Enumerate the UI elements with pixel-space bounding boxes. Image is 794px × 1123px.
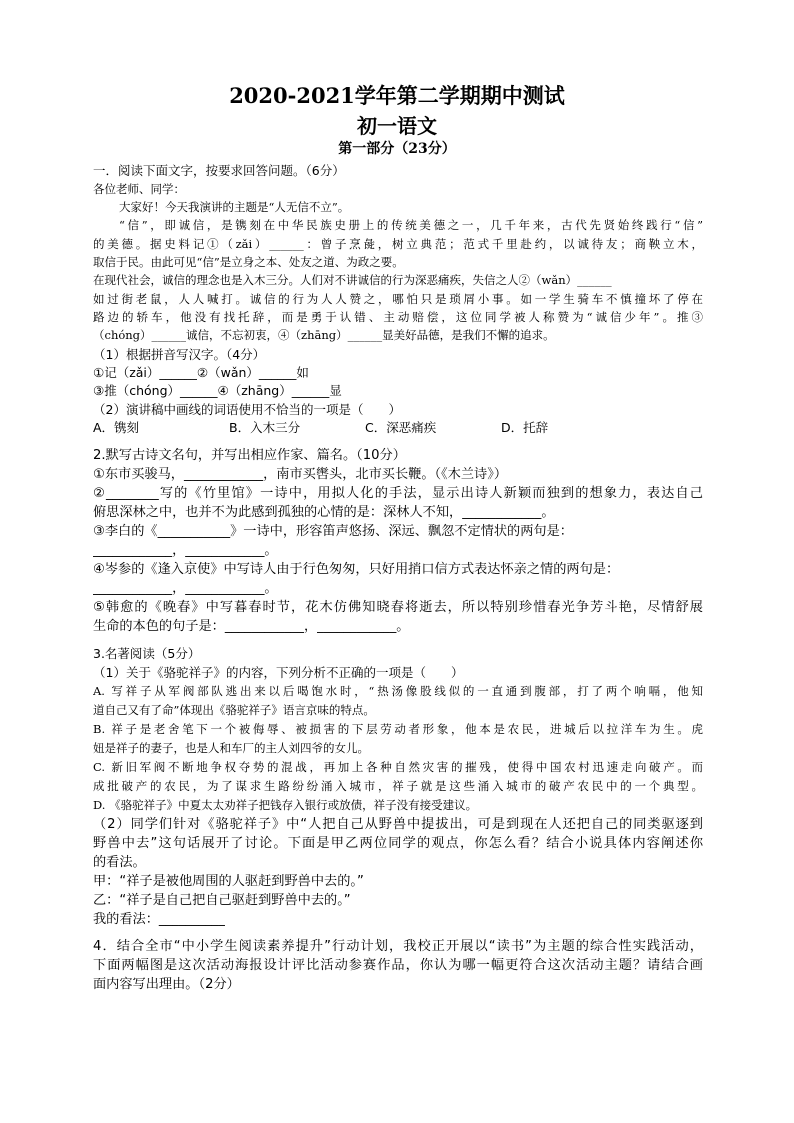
option-b: B．入木三分 (229, 420, 301, 435)
q2-line: 生命的本色的句子是：____________，____________。 (93, 619, 410, 634)
q1-line: 各位老师、同学： (93, 182, 185, 196)
q2-heading: 2.默写古诗文名句，并写出相应作家、篇名。（10分） (93, 448, 406, 463)
q2-line: ②________写的《竹里馆》一诗中，用拟人化的手法，显示出诗人新颖而独到的想象力，表达自己 (93, 486, 703, 501)
q1-line: 取信于民。由此可见“信”是立身之本、处友之道、为政之要。 (93, 255, 404, 269)
q2-line: ____________，____________。 (93, 543, 278, 558)
q3-sub1: （1）关于《骆驼祥子》的内容，下列分析不正确的一项是（ ） (93, 665, 464, 680)
exam-title: 2020-2021学年第二学期期中测试 (229, 83, 565, 108)
q2-line: ①东市买骏马，____________，南市买辔头，北市买长鞭。（《木兰诗》） (93, 467, 508, 482)
part-title: 第一部分（23分） (338, 141, 456, 157)
q3-sub2-line: 野兽中去”这句话展开了讨论。下面是甲乙两位同学的观点，你怎么看？结合小说具体内容阐述你 (93, 836, 703, 851)
q1-sub1: （1）根据拼音写汉字。（4分） (93, 347, 266, 362)
q3-option-line: A. 写祥子从军阀部队逃出来以后喝饱水时，“热汤像股线似的一直通到腹部，打了两个响嗝，他知 (93, 684, 703, 698)
q1-heading: 一．阅读下面文字，按要求回答问题。（6分） (93, 163, 345, 178)
q3-option-line: C. 新旧军阀不断地争权夺势的混战，再加上各种自然灾害的摧残，使得中国农村迅速走向破产。而 (93, 760, 703, 774)
q1-line: “信”，即诚信，是镌刻在中华民族史册上的传统美德之一，几千年来，古代先贤始终践行“信” (119, 218, 703, 232)
q3-sub2-line: 甲：“祥子是被他周围的人驱赶到野兽中去的。” (93, 874, 364, 889)
q3-sub2-line: 乙：“祥子是自己把自己驱赶到野兽中去的。” (93, 893, 351, 908)
q3-heading: 3.名著阅读（5分） (93, 646, 201, 661)
q2-line: 俯思深林之中，也并不为此感到孤独的心情的是：深林人不知，____________。 (93, 505, 555, 520)
q1-line: 路边的轿车，他没有找托辞，而是勇于认错、主动赔偿，这位同学被人称赞为“诚信少年”。推③ (93, 310, 703, 324)
q1-line: 大家好！今天我演讲的主题是“人无信不立”。 (119, 200, 350, 214)
q1-options (93, 418, 703, 437)
q1-line: 如过街老鼠，人人喊打。诚信的行为人人赞之，哪怕只是琐屑小事。如一学生骑车不慎撞坏了停在 (93, 292, 703, 306)
q1-sub1-b: ③推（chóng）______④（zhāng）______显 (93, 383, 342, 398)
q3-option-line: B. 祥子是老舍笔下一个被侮辱、被损害的下层劳动者形象，他本是农民，进城后以拉洋车为生。虎 (93, 722, 703, 736)
q4-line: 下面两幅图是这次活动海报设计评比活动参赛作品，你认为哪一幅更符合这次活动主题？请结合画 (93, 958, 703, 973)
q1-line: 的美德。据史料记①（zǎi）______：曾子烹彘，树立典范；范式千里赴约，以诚待友；商鞅立木， (93, 237, 703, 251)
option-a: A．镌刻 (93, 420, 140, 435)
q3-sub2-line: （2）同学们针对《骆驼祥子》中“人把自己从野兽中提拔出，可是到现在人还把自己的同类驱逐到 (93, 817, 703, 832)
q4-line: 面内容写出理由。（2分） (93, 977, 240, 992)
q2-line: ⑤韩愈的《晚春》中写暮春时节，花木仿佛知晓春将逝去，所以特别珍惜春光争芳斗艳，尽情舒展 (93, 600, 703, 615)
q3-option-line: D. 《骆驼祥子》中夏太太劝祥子把钱存入银行或放债，祥子没有接受建议。 (93, 798, 478, 812)
q3-sub2-line: 我的看法：__________ (93, 912, 225, 927)
q3-option-line: 妞是祥子的妻子，也是人和车厂的主人刘四爷的女儿。 (93, 741, 369, 755)
q1-line: 在现代社会，诚信的理念也是入木三分。人们对不讲诚信的行为深恶痛疾，失信之人②（wǎn）______ (93, 273, 612, 287)
option-c: C．深恶痛疾 (365, 420, 437, 435)
q3-option-line: 道自己又有了命”体现出《骆驼祥子》语言京味的特点。 (93, 703, 375, 717)
q2-line: ____________，____________。 (93, 581, 278, 596)
q1-line: （chóng）______诚信，不忘初衷，④（zhāng）______显美好品德，是我们不懈的追求。 (93, 328, 555, 342)
q3-option-line: 成批破产的农民，为了谋求生路纷纷涌入城市，祥子就是这些涌入城市的破产农民中的一个典型。 (93, 779, 703, 793)
q1-sub1-a: ①记（zǎi）______②（wǎn）______如 (93, 365, 309, 380)
q2-line: ③李白的《___________》一诗中，形容笛声悠扬、深远、飘忽不定情状的两句是： (93, 524, 573, 539)
q2-line: ④岑参的《逢入京使》中写诗人由于行色匆匆，只好用捎口信方式表达怀亲之情的两句是： (93, 562, 620, 577)
q3-sub2-line: 的看法。 (93, 855, 146, 870)
option-d: D．托辞 (501, 420, 549, 435)
q4-line: 4．结合全市“中小学生阅读素养提升”行动计划，我校正开展以“读书”为主题的综合性实践活动， (93, 939, 703, 954)
q1-sub2: （2）演讲稿中画线的词语使用不恰当的一项是（ ） (93, 402, 401, 417)
subject-title: 初一语文 (357, 114, 437, 138)
